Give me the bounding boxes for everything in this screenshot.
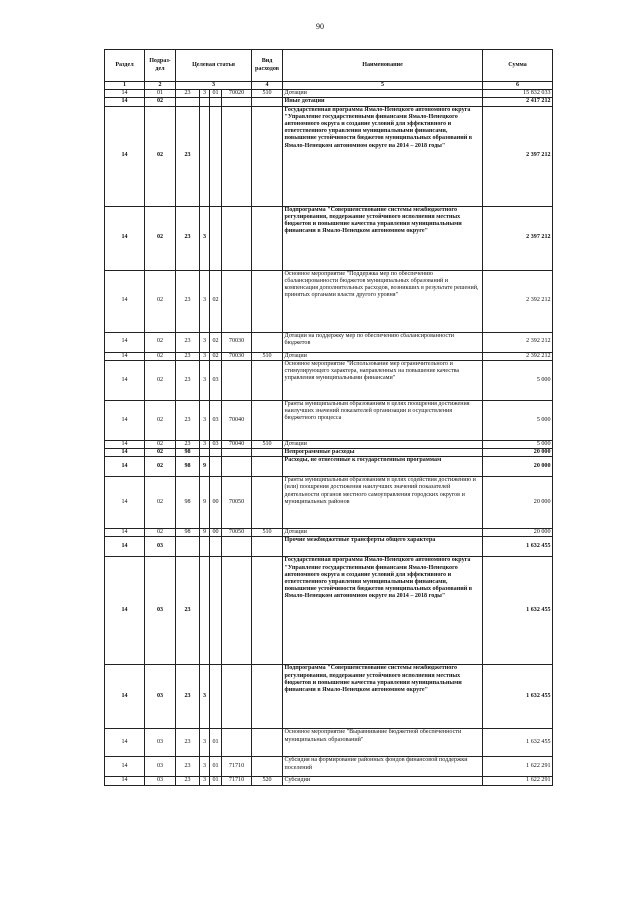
cell-target-program: 23 bbox=[176, 352, 200, 360]
cell-razdel: 14 bbox=[105, 477, 145, 529]
table-row bbox=[105, 90, 553, 98]
cell-sum: 1 632 455 bbox=[483, 537, 553, 557]
col-number: 6 bbox=[483, 82, 553, 90]
cell-name: Гранты муниципальным образованиям в целях содействия достижению и (или) поощрения достижения наилучших значений показателей деятельности органов местного самоуправления городских округов и муниципальных районов bbox=[283, 477, 483, 529]
cell-target-code bbox=[222, 537, 252, 557]
cell-target-subprogram bbox=[200, 448, 210, 456]
cell-target-program: 23 bbox=[176, 332, 200, 352]
cell-sum: 20 000 bbox=[483, 448, 553, 456]
cell-name: Субсидия на формирование районных фондов финансовой поддержки поселений bbox=[283, 757, 483, 777]
header-name: Наименование bbox=[283, 50, 483, 82]
cell-podrazdel: 02 bbox=[145, 206, 176, 270]
cell-podrazdel: 03 bbox=[145, 757, 176, 777]
table-row bbox=[105, 729, 553, 757]
cell-podrazdel: 02 bbox=[145, 457, 176, 477]
cell-target-program bbox=[176, 98, 200, 106]
cell-target-subprogram bbox=[200, 98, 210, 106]
cell-vid: 510 bbox=[252, 440, 283, 448]
cell-target-code: 70040 bbox=[222, 400, 252, 440]
cell-sum: 2 392 212 bbox=[483, 352, 553, 360]
cell-target-event: 03 bbox=[210, 440, 222, 448]
cell-target-code bbox=[222, 448, 252, 456]
cell-vid bbox=[252, 360, 283, 400]
cell-name: Гранты муниципальным образованиям в целях поощрения достижения наилучших значений показателей организации и осуществления бюджетного процесса bbox=[283, 400, 483, 440]
cell-target-program: 98 bbox=[176, 477, 200, 529]
cell-target-code: 71710 bbox=[222, 757, 252, 777]
cell-name: Субсидии bbox=[283, 777, 483, 785]
cell-target-event: 01 bbox=[210, 729, 222, 757]
cell-podrazdel: 02 bbox=[145, 448, 176, 456]
cell-target-code bbox=[222, 206, 252, 270]
cell-target-program: 98 bbox=[176, 529, 200, 537]
cell-target-subprogram: 3 bbox=[200, 332, 210, 352]
cell-name: Государственная программа Ямало-Ненецкого автономного округа "Управление государственными финансами Ямало-Ненецкого автономного округа и создание условий для эффективного и ответственного управления муниципальными финансами, повышение устойчивости бюджетов муниципальных образований в Ямало-Ненецком автономном округе на 2014 – 2018 годы" bbox=[283, 106, 483, 206]
cell-target-code bbox=[222, 457, 252, 477]
cell-razdel: 14 bbox=[105, 729, 145, 757]
cell-target-subprogram: 9 bbox=[200, 529, 210, 537]
cell-razdel: 14 bbox=[105, 757, 145, 777]
cell-podrazdel: 02 bbox=[145, 360, 176, 400]
page-number: 90 bbox=[316, 22, 324, 31]
cell-razdel: 14 bbox=[105, 352, 145, 360]
cell-razdel: 14 bbox=[105, 360, 145, 400]
cell-razdel: 14 bbox=[105, 457, 145, 477]
table-row bbox=[105, 477, 553, 529]
cell-razdel: 14 bbox=[105, 440, 145, 448]
cell-vid bbox=[252, 557, 283, 665]
cell-target-code bbox=[222, 106, 252, 206]
table-row bbox=[105, 537, 553, 557]
cell-target-event: 00 bbox=[210, 529, 222, 537]
table-row bbox=[105, 557, 553, 665]
cell-name: Расходы, не отнесенные к государственным программам bbox=[283, 457, 483, 477]
cell-podrazdel: 02 bbox=[145, 352, 176, 360]
cell-podrazdel: 01 bbox=[145, 90, 176, 98]
cell-target-event: 02 bbox=[210, 332, 222, 352]
cell-target-event: 02 bbox=[210, 270, 222, 332]
cell-vid bbox=[252, 106, 283, 206]
cell-target-event: 01 bbox=[210, 777, 222, 785]
col-number: 4 bbox=[252, 82, 283, 90]
cell-target-program: 98 bbox=[176, 457, 200, 477]
table-row bbox=[105, 440, 553, 448]
col-number: 2 bbox=[145, 82, 176, 90]
cell-target-subprogram bbox=[200, 106, 210, 206]
cell-name: Дотации на поддержку мер по обеспечению сбалансированности бюджетов bbox=[283, 332, 483, 352]
cell-vid bbox=[252, 206, 283, 270]
cell-sum: 5 000 bbox=[483, 440, 553, 448]
budget-table bbox=[104, 49, 553, 786]
cell-name: Дотации bbox=[283, 352, 483, 360]
cell-podrazdel: 02 bbox=[145, 529, 176, 537]
cell-razdel: 14 bbox=[105, 332, 145, 352]
cell-target-code: 70050 bbox=[222, 477, 252, 529]
cell-target-code bbox=[222, 729, 252, 757]
table-row bbox=[105, 777, 553, 785]
cell-sum: 2 397 212 bbox=[483, 106, 553, 206]
cell-razdel: 14 bbox=[105, 448, 145, 456]
cell-target-event: 01 bbox=[210, 90, 222, 98]
cell-podrazdel: 02 bbox=[145, 332, 176, 352]
cell-podrazdel: 02 bbox=[145, 106, 176, 206]
table-row bbox=[105, 457, 553, 477]
table-row bbox=[105, 360, 553, 400]
cell-razdel: 14 bbox=[105, 557, 145, 665]
column-number-row bbox=[105, 82, 553, 90]
cell-target-code bbox=[222, 665, 252, 729]
cell-razdel: 14 bbox=[105, 98, 145, 106]
cell-name: Дотации bbox=[283, 90, 483, 98]
cell-podrazdel: 02 bbox=[145, 477, 176, 529]
cell-target-code bbox=[222, 270, 252, 332]
cell-vid bbox=[252, 98, 283, 106]
cell-vid bbox=[252, 757, 283, 777]
cell-razdel: 14 bbox=[105, 529, 145, 537]
cell-razdel: 14 bbox=[105, 537, 145, 557]
cell-podrazdel: 03 bbox=[145, 729, 176, 757]
cell-sum: 2 397 212 bbox=[483, 206, 553, 270]
cell-target-program: 23 bbox=[176, 557, 200, 665]
cell-name: Дотации bbox=[283, 440, 483, 448]
cell-target-event: 01 bbox=[210, 757, 222, 777]
header-row bbox=[105, 50, 553, 82]
cell-vid bbox=[252, 729, 283, 757]
cell-name: Основное мероприятие "Использование мер ограничительного и стимулирующего характера, направленных на повышение качества управления муниципальными финансами" bbox=[283, 360, 483, 400]
cell-vid: 510 bbox=[252, 529, 283, 537]
cell-target-program: 23 bbox=[176, 106, 200, 206]
cell-razdel: 14 bbox=[105, 270, 145, 332]
table-row bbox=[105, 529, 553, 537]
cell-target-program: 23 bbox=[176, 270, 200, 332]
cell-target-code: 70030 bbox=[222, 332, 252, 352]
table-row bbox=[105, 270, 553, 332]
cell-podrazdel: 03 bbox=[145, 557, 176, 665]
header-sum: Сумма bbox=[483, 50, 553, 82]
cell-target-code bbox=[222, 360, 252, 400]
cell-target-event bbox=[210, 206, 222, 270]
cell-name: Подпрограмма "Совершенствование системы межбюджетного регулирования, поддержание устойчивого исполнения местных бюджетов и повышение качества управления муниципальными финансами в Ямало-Ненецком автономном округе" bbox=[283, 665, 483, 729]
cell-target-program: 23 bbox=[176, 206, 200, 270]
table-row bbox=[105, 206, 553, 270]
cell-target-program: 23 bbox=[176, 400, 200, 440]
cell-target-subprogram: 9 bbox=[200, 457, 210, 477]
cell-target-event bbox=[210, 448, 222, 456]
cell-sum: 1 622 291 bbox=[483, 757, 553, 777]
cell-target-subprogram: 3 bbox=[200, 729, 210, 757]
cell-sum: 2 392 212 bbox=[483, 332, 553, 352]
cell-sum: 5 000 bbox=[483, 400, 553, 440]
table-row bbox=[105, 665, 553, 729]
cell-target-program: 23 bbox=[176, 665, 200, 729]
cell-podrazdel: 03 bbox=[145, 777, 176, 785]
cell-target-event bbox=[210, 457, 222, 477]
cell-target-subprogram: 3 bbox=[200, 270, 210, 332]
cell-vid: 520 bbox=[252, 777, 283, 785]
cell-target-subprogram: 3 bbox=[200, 400, 210, 440]
cell-target-code: 70050 bbox=[222, 529, 252, 537]
cell-target-event bbox=[210, 98, 222, 106]
col-number: 1 bbox=[105, 82, 145, 90]
cell-razdel: 14 bbox=[105, 665, 145, 729]
cell-vid bbox=[252, 400, 283, 440]
cell-target-program: 98 bbox=[176, 448, 200, 456]
cell-sum: 5 000 bbox=[483, 360, 553, 400]
cell-target-subprogram: 3 bbox=[200, 352, 210, 360]
cell-vid bbox=[252, 537, 283, 557]
table-row bbox=[105, 106, 553, 206]
cell-sum: 2 417 212 bbox=[483, 98, 553, 106]
cell-target-event bbox=[210, 106, 222, 206]
cell-target-subprogram: 3 bbox=[200, 360, 210, 400]
header-podrazdel: Подраз-дел bbox=[145, 50, 176, 82]
cell-sum: 1 632 455 bbox=[483, 665, 553, 729]
cell-sum: 20 000 bbox=[483, 457, 553, 477]
cell-target-program: 23 bbox=[176, 90, 200, 98]
table-row bbox=[105, 400, 553, 440]
cell-target-code: 70030 bbox=[222, 352, 252, 360]
cell-name: Основное мероприятие "Выравнивание бюджетной обеспеченности муниципальных образований" bbox=[283, 729, 483, 757]
cell-vid bbox=[252, 332, 283, 352]
cell-vid: 510 bbox=[252, 352, 283, 360]
table-row bbox=[105, 757, 553, 777]
cell-name: Иные дотации bbox=[283, 98, 483, 106]
cell-target-event bbox=[210, 537, 222, 557]
cell-podrazdel: 02 bbox=[145, 440, 176, 448]
cell-podrazdel: 03 bbox=[145, 665, 176, 729]
cell-razdel: 14 bbox=[105, 400, 145, 440]
cell-podrazdel: 02 bbox=[145, 400, 176, 440]
cell-target-event: 00 bbox=[210, 477, 222, 529]
cell-podrazdel: 03 bbox=[145, 537, 176, 557]
cell-target-event: 03 bbox=[210, 360, 222, 400]
col-number: 5 bbox=[283, 82, 483, 90]
cell-name: Непрограммные расходы bbox=[283, 448, 483, 456]
cell-name: Дотации bbox=[283, 529, 483, 537]
cell-razdel: 14 bbox=[105, 777, 145, 785]
cell-vid bbox=[252, 270, 283, 332]
cell-target-code bbox=[222, 557, 252, 665]
cell-razdel: 14 bbox=[105, 90, 145, 98]
cell-name: Подпрограмма "Совершенствование системы межбюджетного регулирования, поддержание устойчивого исполнения местных бюджетов и повышение качества управления муниципальными финансами в Ямало-Ненецком автономном округе" bbox=[283, 206, 483, 270]
cell-vid bbox=[252, 448, 283, 456]
cell-target-subprogram: 3 bbox=[200, 206, 210, 270]
cell-target-subprogram: 3 bbox=[200, 665, 210, 729]
cell-target-code: 70040 bbox=[222, 440, 252, 448]
cell-podrazdel: 02 bbox=[145, 270, 176, 332]
cell-target-subprogram: 9 bbox=[200, 477, 210, 529]
cell-target-subprogram bbox=[200, 537, 210, 557]
cell-target-code: 70020 bbox=[222, 90, 252, 98]
cell-target-program: 23 bbox=[176, 777, 200, 785]
cell-razdel: 14 bbox=[105, 206, 145, 270]
cell-target-subprogram: 3 bbox=[200, 440, 210, 448]
cell-target-event: 03 bbox=[210, 400, 222, 440]
cell-vid bbox=[252, 457, 283, 477]
table-row bbox=[105, 448, 553, 456]
cell-sum: 15 832 033 bbox=[483, 90, 553, 98]
cell-target-program: 23 bbox=[176, 440, 200, 448]
cell-sum: 1 632 455 bbox=[483, 557, 553, 665]
cell-sum: 1 632 455 bbox=[483, 729, 553, 757]
cell-target-code: 71710 bbox=[222, 777, 252, 785]
cell-target-program: 23 bbox=[176, 729, 200, 757]
cell-target-event bbox=[210, 665, 222, 729]
header-razdel: Раздел bbox=[105, 50, 145, 82]
cell-target-code bbox=[222, 98, 252, 106]
cell-target-event: 02 bbox=[210, 352, 222, 360]
cell-target-program: 23 bbox=[176, 360, 200, 400]
cell-sum: 20 000 bbox=[483, 529, 553, 537]
cell-podrazdel: 02 bbox=[145, 98, 176, 106]
cell-vid: 510 bbox=[252, 90, 283, 98]
header-vid: Вид расходов bbox=[252, 50, 283, 82]
table-row bbox=[105, 98, 553, 106]
cell-vid bbox=[252, 665, 283, 729]
header-target: Целевая статья bbox=[176, 50, 252, 82]
cell-sum: 20 000 bbox=[483, 477, 553, 529]
cell-vid bbox=[252, 477, 283, 529]
cell-name: Основное мероприятие "Поддержка мер по обеспечению сбалансированности бюджетов муниципальных образований и компенсация дополнительных расходов, возникших в результате решений, принятых органами власти другого уровня" bbox=[283, 270, 483, 332]
cell-target-subprogram bbox=[200, 557, 210, 665]
cell-target-program: 23 bbox=[176, 757, 200, 777]
cell-target-subprogram: 3 bbox=[200, 90, 210, 98]
cell-razdel: 14 bbox=[105, 106, 145, 206]
cell-target-subprogram: 3 bbox=[200, 777, 210, 785]
table-row bbox=[105, 332, 553, 352]
cell-target-event bbox=[210, 557, 222, 665]
cell-sum: 2 392 212 bbox=[483, 270, 553, 332]
table-row bbox=[105, 352, 553, 360]
cell-name: Прочие межбюджетные трансферты общего характера bbox=[283, 537, 483, 557]
cell-name: Государственная программа Ямало-Ненецкого автономного округа "Управление государственными финансами Ямало-Ненецкого автономного округа и создание условий для эффективного и ответственного управления муниципальными финансами, повышение устойчивости бюджетов муниципальных образований в Ямало-Ненецком автономном округе на 2014 – 2018 годы" bbox=[283, 557, 483, 665]
cell-target-subprogram: 3 bbox=[200, 757, 210, 777]
col-number: 3 bbox=[176, 82, 252, 90]
cell-target-program bbox=[176, 537, 200, 557]
cell-sum: 1 622 291 bbox=[483, 777, 553, 785]
